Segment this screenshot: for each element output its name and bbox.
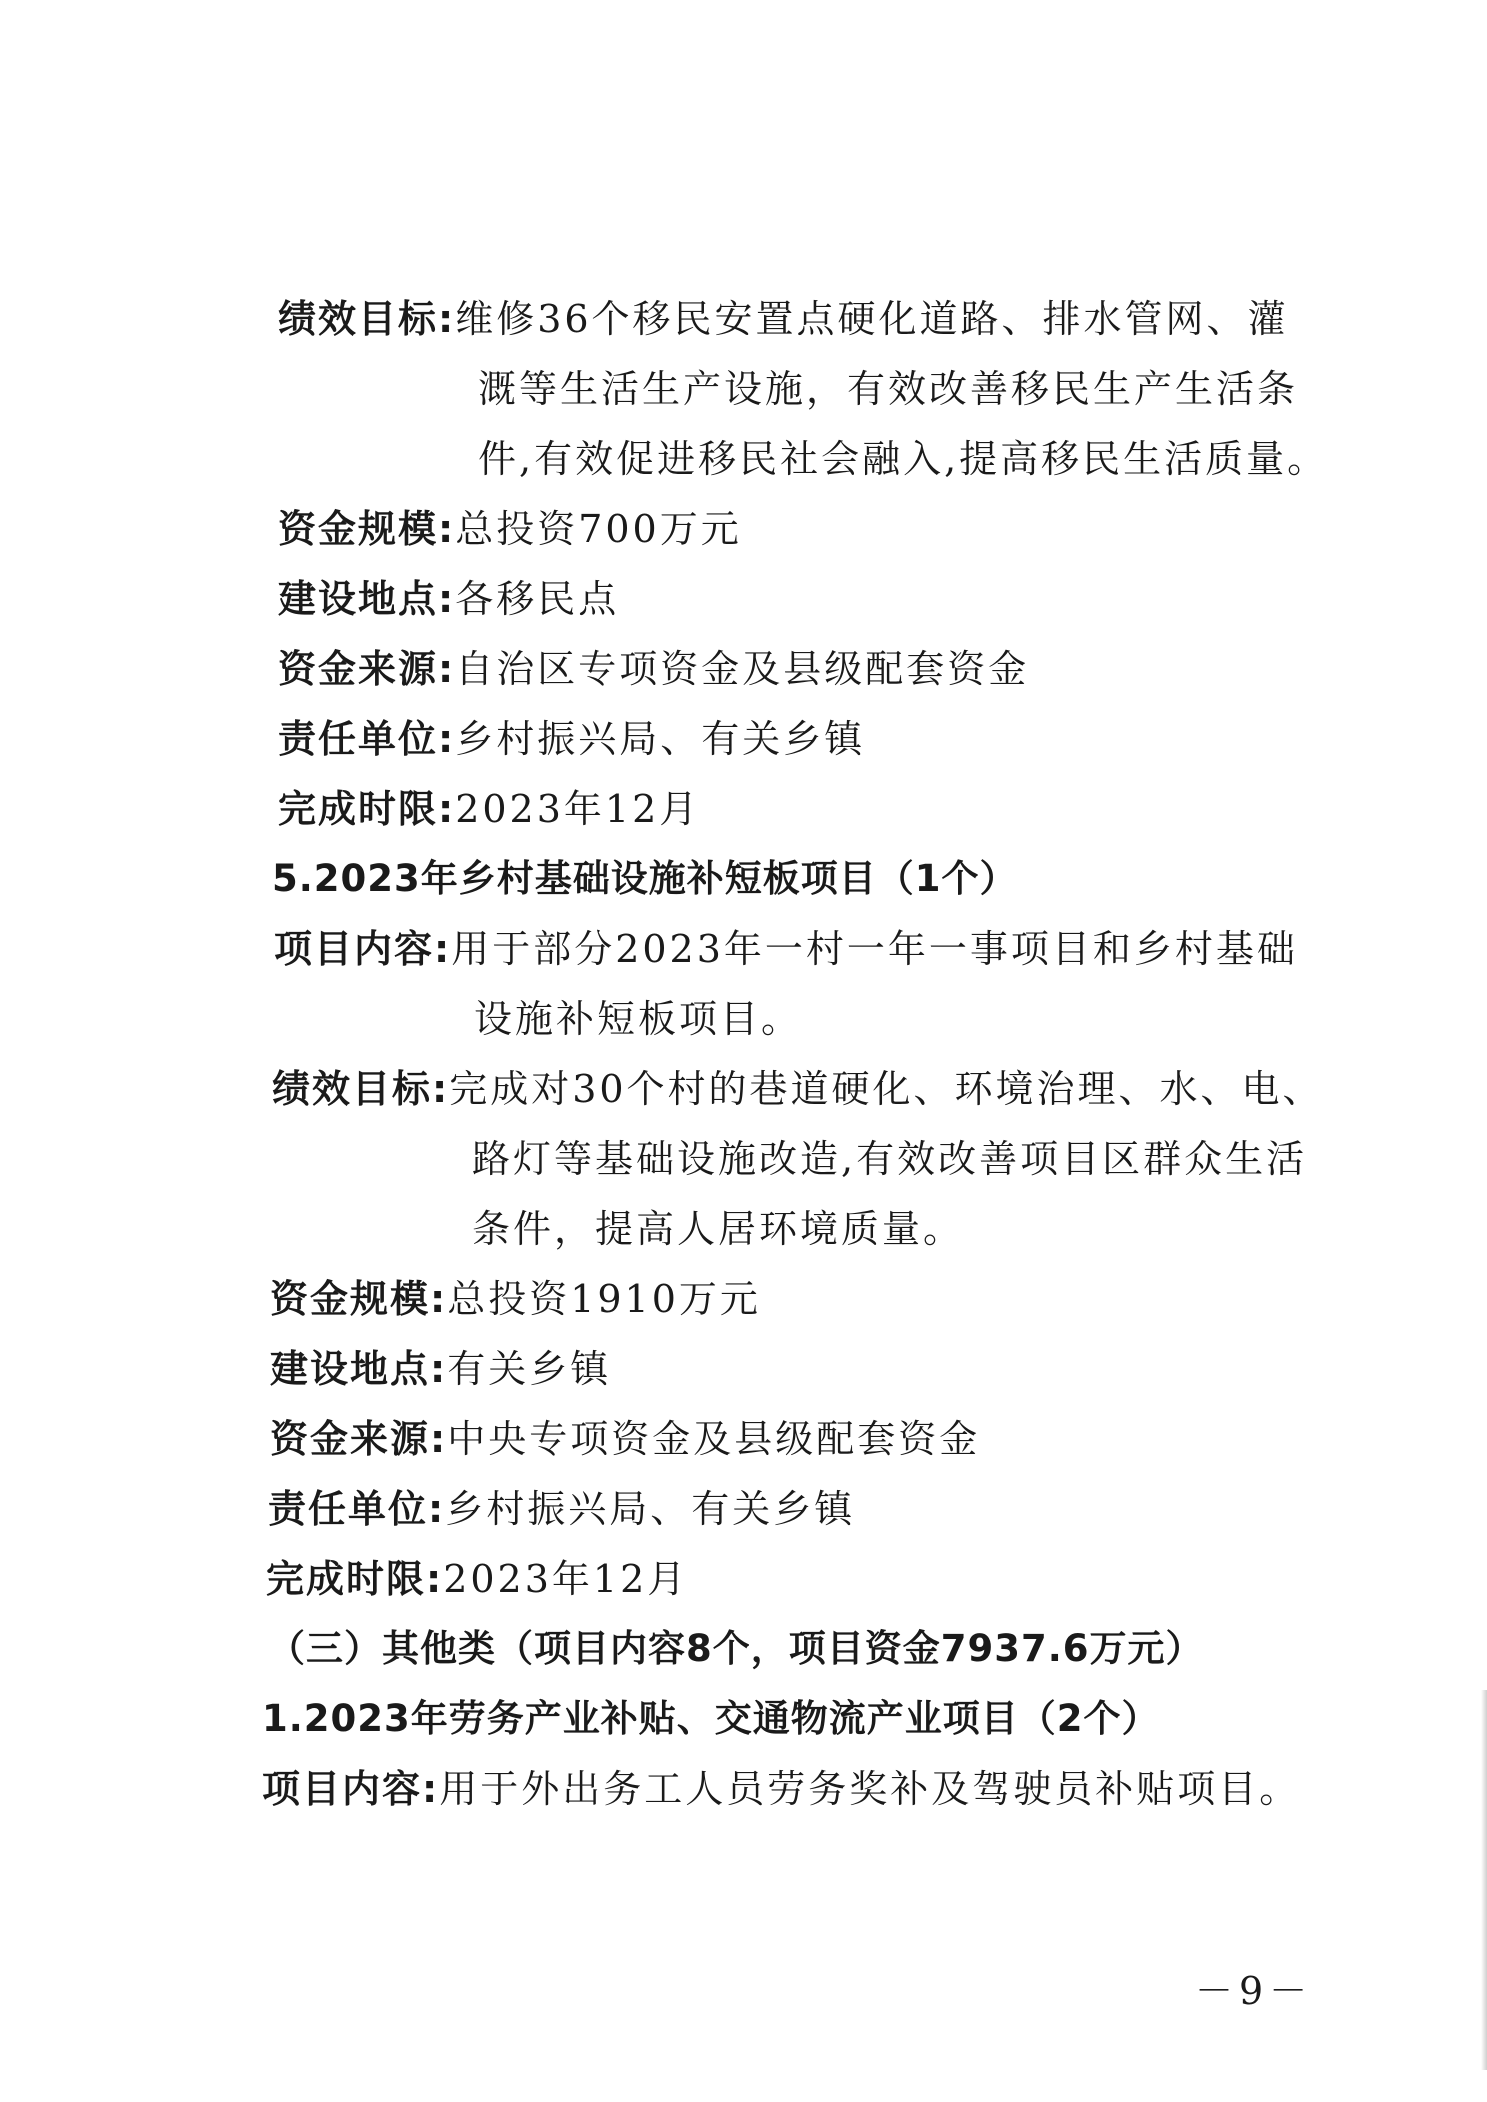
fund-source-row-1 <box>278 646 1029 692</box>
field-label: 绩效目标: <box>272 1067 450 1111</box>
field-value: 维修36个移民安置点硬化道路、排水管网、灌 <box>455 297 1289 341</box>
resp-unit-row-1 <box>278 716 865 762</box>
field-value: 总投资700万元 <box>455 507 742 551</box>
fund-source-row-2 <box>270 1416 980 1462</box>
fund-scale-row-2 <box>270 1276 761 1322</box>
field-label: 责任单位: <box>268 1487 446 1531</box>
field-label: 资金规模: <box>278 507 456 551</box>
field-value: 乡村振兴局、有关乡镇 <box>455 717 866 761</box>
field-label: 完成时限: <box>266 1557 444 1601</box>
field-value: 有关乡镇 <box>447 1347 612 1391</box>
field-value: 乡村振兴局、有关乡镇 <box>445 1487 856 1531</box>
perf-goal-continuation: 路灯等基础设施改造,有效改善项目区群众生活 <box>472 1137 1308 1181</box>
perf-goal-row-2 <box>272 1066 1324 1112</box>
resp-unit-row-2 <box>268 1486 855 1532</box>
field-label: 资金规模: <box>270 1277 448 1321</box>
field-value: 2023年12月 <box>443 1557 689 1601</box>
field-label: 责任单位: <box>278 717 456 761</box>
field-label: 完成时限: <box>278 787 456 831</box>
perf-goal-continuation: 溉等生活生产设施，有效改善移民生产生活条 <box>478 367 1299 411</box>
field-label: 建设地点: <box>270 1347 448 1391</box>
project-content-continuation: 设施补短板项目。 <box>474 997 803 1041</box>
scan-edge-shadow <box>1481 1690 1487 2070</box>
perf-goal-continuation: 条件，提高人居环境质量。 <box>472 1207 965 1251</box>
project-content-row-2 <box>274 926 1298 972</box>
project-heading: 5.2023年乡村基础设施补短板项目（1个） <box>272 857 1018 900</box>
deadline-row-1 <box>278 786 700 832</box>
field-label: 资金来源: <box>278 647 456 691</box>
fund-scale-row-1 <box>278 506 742 552</box>
project-heading: 1.2023年劳务产业补贴、交通物流产业项目（2个） <box>262 1697 1160 1740</box>
field-value: 各移民点 <box>455 577 620 621</box>
build-site-row-1 <box>278 576 619 622</box>
field-label: 项目内容: <box>274 927 452 971</box>
field-label: 绩效目标: <box>278 297 456 341</box>
field-value: 中央专项资金及县级配套资金 <box>447 1417 981 1461</box>
field-value: 用于部分2023年一村一年一事项目和乡村基础 <box>451 927 1298 971</box>
deadline-row-2 <box>266 1556 688 1602</box>
perf-goal-continuation: 件,有效促进移民社会融入,提高移民生活质量。 <box>478 437 1329 481</box>
field-value: 总投资1910万元 <box>447 1277 761 1321</box>
page-number: －9－ <box>1195 1969 1314 2013</box>
field-value: 2023年12月 <box>455 787 701 831</box>
field-label: 资金来源: <box>270 1417 448 1461</box>
field-label: 项目内容: <box>262 1767 440 1811</box>
field-value: 完成对30个村的巷道硬化、环境治理、水、电、 <box>449 1067 1324 1111</box>
field-value: 自治区专项资金及县级配套资金 <box>455 647 1030 691</box>
project-content-row-3 <box>262 1766 1300 1812</box>
category-heading: （三）其他类（项目内容8个，项目资金7937.6万元） <box>268 1627 1204 1670</box>
field-value: 用于外出务工人员劳务奖补及驾驶员补贴项目。 <box>439 1767 1301 1811</box>
build-site-row-2 <box>270 1346 611 1392</box>
perf-goal-row-1 <box>278 296 1289 342</box>
field-label: 建设地点: <box>278 577 456 621</box>
